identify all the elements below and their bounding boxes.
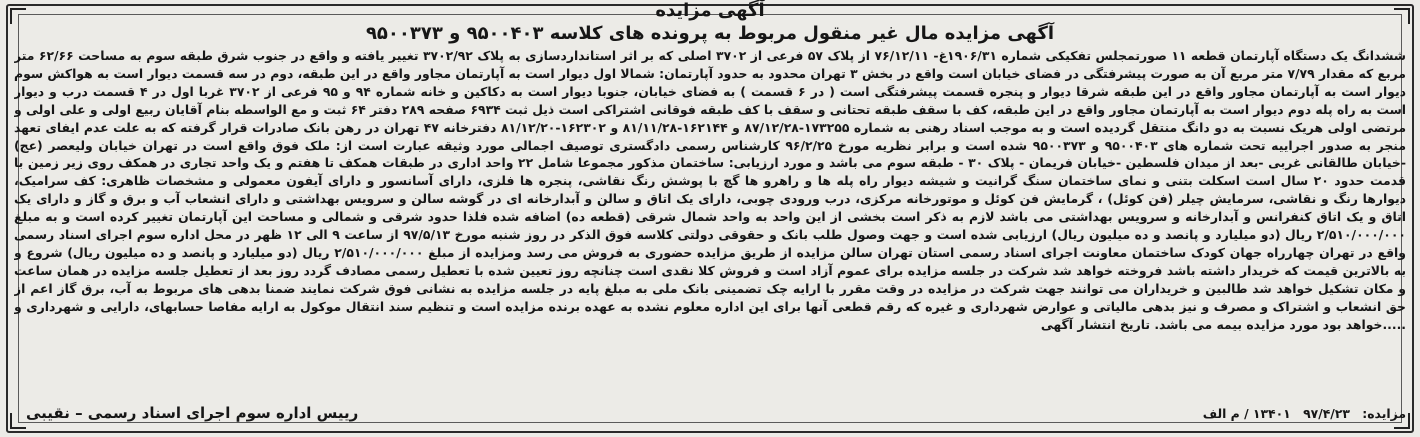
- notice-subheading: آگهی مزایده مال غیر منقول مربوط به پرونده های کلاسه ۹۵۰۰۴۰۳ و ۹۵۰۰۳۷۳: [365, 23, 1055, 44]
- notice-content: [14, 0, 1406, 425]
- publication-info: [1195, 406, 1406, 421]
- notice-heading: آگهی مزایده: [655, 0, 765, 21]
- footer-date: ۹۷/۴/۲۳: [1303, 405, 1350, 421]
- signature-line: رییس اداره سوم اجرای اسناد رسمی – نقیبی: [26, 404, 359, 422]
- footer-reference: ۱۳۴۰۱ / م الف: [1202, 405, 1291, 421]
- footer-date-label: مزایده:: [1362, 405, 1406, 421]
- notice-body: ششدانگ یک دستگاه آپارتمان قطعه ۱۱ صورتمجلس تفکیکی شماره ۱۹۰۶/۳۱غ- ۷۶/۱۲/۱۱ از پلاک ۵۷ فرعی از ۳۷۰۲ اصلی که بر اثر استانداردسازی به پلاک ۳۷۰۲/۹۲ تغییر یافته و واقع در جنوب شرق طبقه سوم به مساحت ۶۲/۶۶ متر مربع که مقدار ۷/۷۹ متر مربع آن به صورت پیشرفتگی در فضای خیابان است واقع در بخش ۳ تهران محدود به حدود آپارتمان: شمالا اول دیوار است به آپارتمان مجاور واقع در این طبقه، دوم در سه قسمت دیوار است به هواکش سوم دیوار است به آپارتمان مجاور واقع در این طبقه شرقا دیوار و پنجره قسمت پیشرفتگی است ( در ۶ قسمت ) به فضای خیابان، جنوبا دیوار است به دکاکین و خانه شماره ۹۴ و ۹۵ فرعی از ۳۷۰۲ غربا اول در ۴ قسمت درب و دیوار است به راه پله دوم دیوار است به آپارتمان مجاور واقع در این طبقه، کف با سقف طبقه تحتانی و سقف با کف طبقه فوقانی اشتراکی است ذیل ثبت ۶۹۳۴ صفحه ۲۸۹ دفتر ۶۴ ثبت و مع الواسطه بنام آقایان ربیع اولی و علی اولی و مرتضی اولی هریک نسبت به دو دانگ منتقل گردیده است و به موجب اسناد رهنی به شماره ۱۷۳۲۵۵-۸۷/۱۲/۲۸ و ۱۶۲۱۴۴-۸۱/۱۱/۲۸ و ۱۶۲۳۰۲-۸۱/۱۲/۲۰ دفترخانه ۴۷ تهران در رهن بانک صادرات قرار گرفته که به علت عدم ایفای تعهد منجر به صدور اجراییه تحت شماره های ۹۵۰۰۴۰۳ و ۹۵۰۰۳۷۳ شده است و برابر نظریه مورخ ۹۶/۲/۲۵ کارشناس رسمی دادگستری توصیف اجمالی مورد وثیقه عبارت است از: ملک فوق واقع است در تهران خیابان ولیعصر (عج) -خیابان طالقانی غربی -بعد از میدان فلسطین -خیابان فریمان - پلاک ۳۰ - طبقه سوم می باشد و مورد ارزیابی: ساختمان مذکور مجموعا شامل ۲۲ واحد اداری در طبقات همکف تا هفتم و یک واحد تجاری در همکف روی زیر زمین با قدمت حدود ۲۰ سال است اسکلت بتنی و نمای ساختمان سنگ گرانیت و شیشه دیوار راه پله ها و راهرو ها گچ با پوشش رنگ نقاشی، پنجره ها فلزی، دارای آسانسور و دارای آیفون معمولی و مشخصات ظاهری: کف سرامیک، دیوارها رنگ و نقاشی، سرمایش چیلر (فن کوئل) ، گرمایش فن کوئل و موتورخانه مرکزی، درب ورودی چوبی، دارای یک اتاق و سالن و آبدارخانه ای در گوشه سالن و سرویس بهداشتی و دارای انشعاب آب و برق و گاز و دارای یک اتاق و یک اتاق کنفرانس و آبدارخانه و سرویس بهداشتی می باشد لازم به ذکر است بخشی از این واحد به واحد شمال شرقی (قطعه ده) اضافه شده فلذا حدود شرقی و شمالی و مساحت این آپارتمان تغییر کرده است و به مبلغ ۲/۵۱۰/۰۰۰/۰۰۰ ریال (دو میلیارد و پانصد و ده میلیون ریال) ارزیابی شده است و جهت وصول طلب بانک و حقوقی دولتی کلاسه فوق الذکر در روز شنبه مورخ ۹۷/۵/۱۳ از ساعت ۹ الی ۱۲ ظهر در محل اداره سوم اجرای اسناد رسمی واقع در تهران چهارراه جهان کودک ساختمان معاونت اجرای اسناد رسمی استان تهران سالن مزایده از طریق مزایده حضوری به فروش می رسد ومزایده از مبلغ ۲/۵۱۰/۰۰۰/۰۰۰ ریال (دو میلیارد و پانصد و ده میلیون ریال) شروع و به بالاترین قیمت که خریدار داشته باشد فروخته خواهد شد شرکت در جلسه مزایده برای عموم آزاد است و فروش کلا نقدی است چنانچه روز تعیین شده با تعطیل رسمی مصادف گردد روز بعد از تعطیل جلسه مزایده در همان ساعت و مکان تشکیل خواهد شد طالبین و خریداران می توانند جهت شرکت در مزایده در وقت مقرر با ارایه چک تضمینی بانک ملی به مبلغ پایه در جلسه مزایده به نشانی فوق شرکت نمایند ضمنا بدهی های مربوط به آب، برق گاز اعم از حق انشعاب و اشتراک و مصرف و نیز بدهی مالیاتی و عوارض شهرداری و غیره که رقم قطعی آنها برای این اداره معلوم نشده به عهده برنده مزایده است و تنظیم سند انتقال موکول به ارایه مفاصا حسابهای، دارایی و شهرداری و .....خواهد بود مورد مزایده بیمه می باشد. تاریخ انتشار آگهی: [14, 48, 1406, 332]
- notice-footer: [14, 401, 1406, 425]
